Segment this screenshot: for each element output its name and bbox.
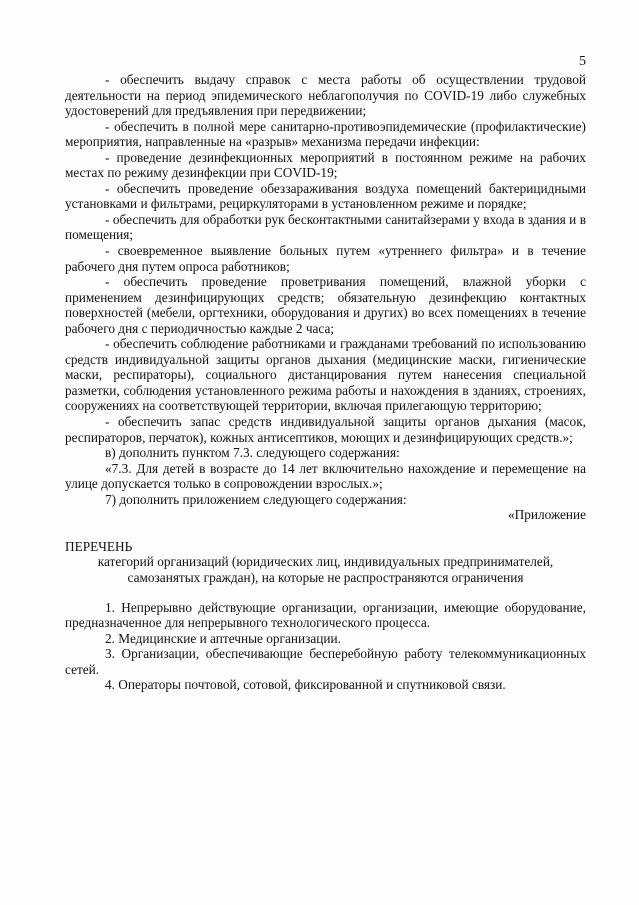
paragraph: «7.3. Для детей в возрасте до 14 лет включительно нахождение и перемещение на улице допускается только в сопровождении взрослых.»; xyxy=(65,460,586,492)
appendix-label: «Приложение xyxy=(507,507,586,523)
paragraph: 7) дополнить приложением следующего содержания: xyxy=(105,491,407,507)
paragraph: - обеспечить проведение обеззараживания воздуха помещений бактерицидными установками и фильтрами, рециркуляторами в установленном режиме и порядке; xyxy=(65,180,586,212)
list-item: 4. Операторы почтовой, сотовой, фиксированной и спутниковой связи. xyxy=(105,677,506,693)
spacer xyxy=(65,586,586,600)
paragraph: - обеспечить выдачу справок с места работы об осуществлении трудовой деятельности на период эпидемического неблагополучия по COVID-19 либо служебных удостоверений для предъявления при передвижении; xyxy=(65,72,586,119)
paragraph: - обеспечить для обработки рук бесконтактными санитайзерами у входа в здания и в помещения; xyxy=(65,211,586,243)
list-item: 1. Непрерывно действующие организации, организации, имеющие оборудование, предназначенное для непрерывного технологического процесса. xyxy=(65,599,586,631)
page-number: 5 xyxy=(579,54,586,69)
paragraph: - обеспечить соблюдение работниками и гражданами требований по использованию средств индивидуальной защиты органов дыхания (медицинские маски, гигиенические маски, респираторы), социального дистанцирования путем нанесения специальной разметки, соблюдения установленного режима работы и нахождения в зданиях, строениях, сооружениях на соответствующей территории, включая прилегающую территорию; xyxy=(65,336,586,414)
document-body xyxy=(65,72,586,693)
paragraph: - обеспечить проведение проветривания помещений, влажной уборки с применением дезинфицирующих средств; обязательную дезинфекцию контактных поверхностей (мебели, оргтехники, оборудования и других) во всех помещениях в течение рабочего дня с периодичностью каждые 2 часа; xyxy=(65,274,586,336)
list-title: ПЕРЕЧЕНЬ xyxy=(65,538,133,554)
paragraph: - обеспечить в полной мере санитарно-противоэпидемические (профилактические) мероприятия, направленные на «разрыв» механизма передачи инфекции: xyxy=(65,118,586,150)
list-item: 2. Медицинские и аптечные организации. xyxy=(105,630,341,646)
paragraph: - обеспечить запас средств индивидуальной защиты органов дыхания (масок, респираторов, перчаток), кожных антисептиков, моющих и дезинфицирующих средств.»; xyxy=(65,414,586,445)
paragraph: - проведение дезинфекционных мероприятий в постоянном режиме на рабочих местах по режиму дезинфекции при COVID-19; xyxy=(65,149,586,181)
list-item: 3. Организации, обеспечивающие бесперебойную работу телекоммуникационных сетей. xyxy=(65,646,586,677)
paragraph: - своевременное выявление больных путем «утреннего фильтра» и в течение рабочего дня путем опроса работников; xyxy=(65,243,586,274)
paragraph: в) дополнить пунктом 7.3. следующего содержания: xyxy=(105,445,400,461)
list-subtitle: категорий организаций (юридических лиц, индивидуальных предпринимателей, самозанятых граждан), на которые не распространяются ограничения xyxy=(97,554,554,585)
